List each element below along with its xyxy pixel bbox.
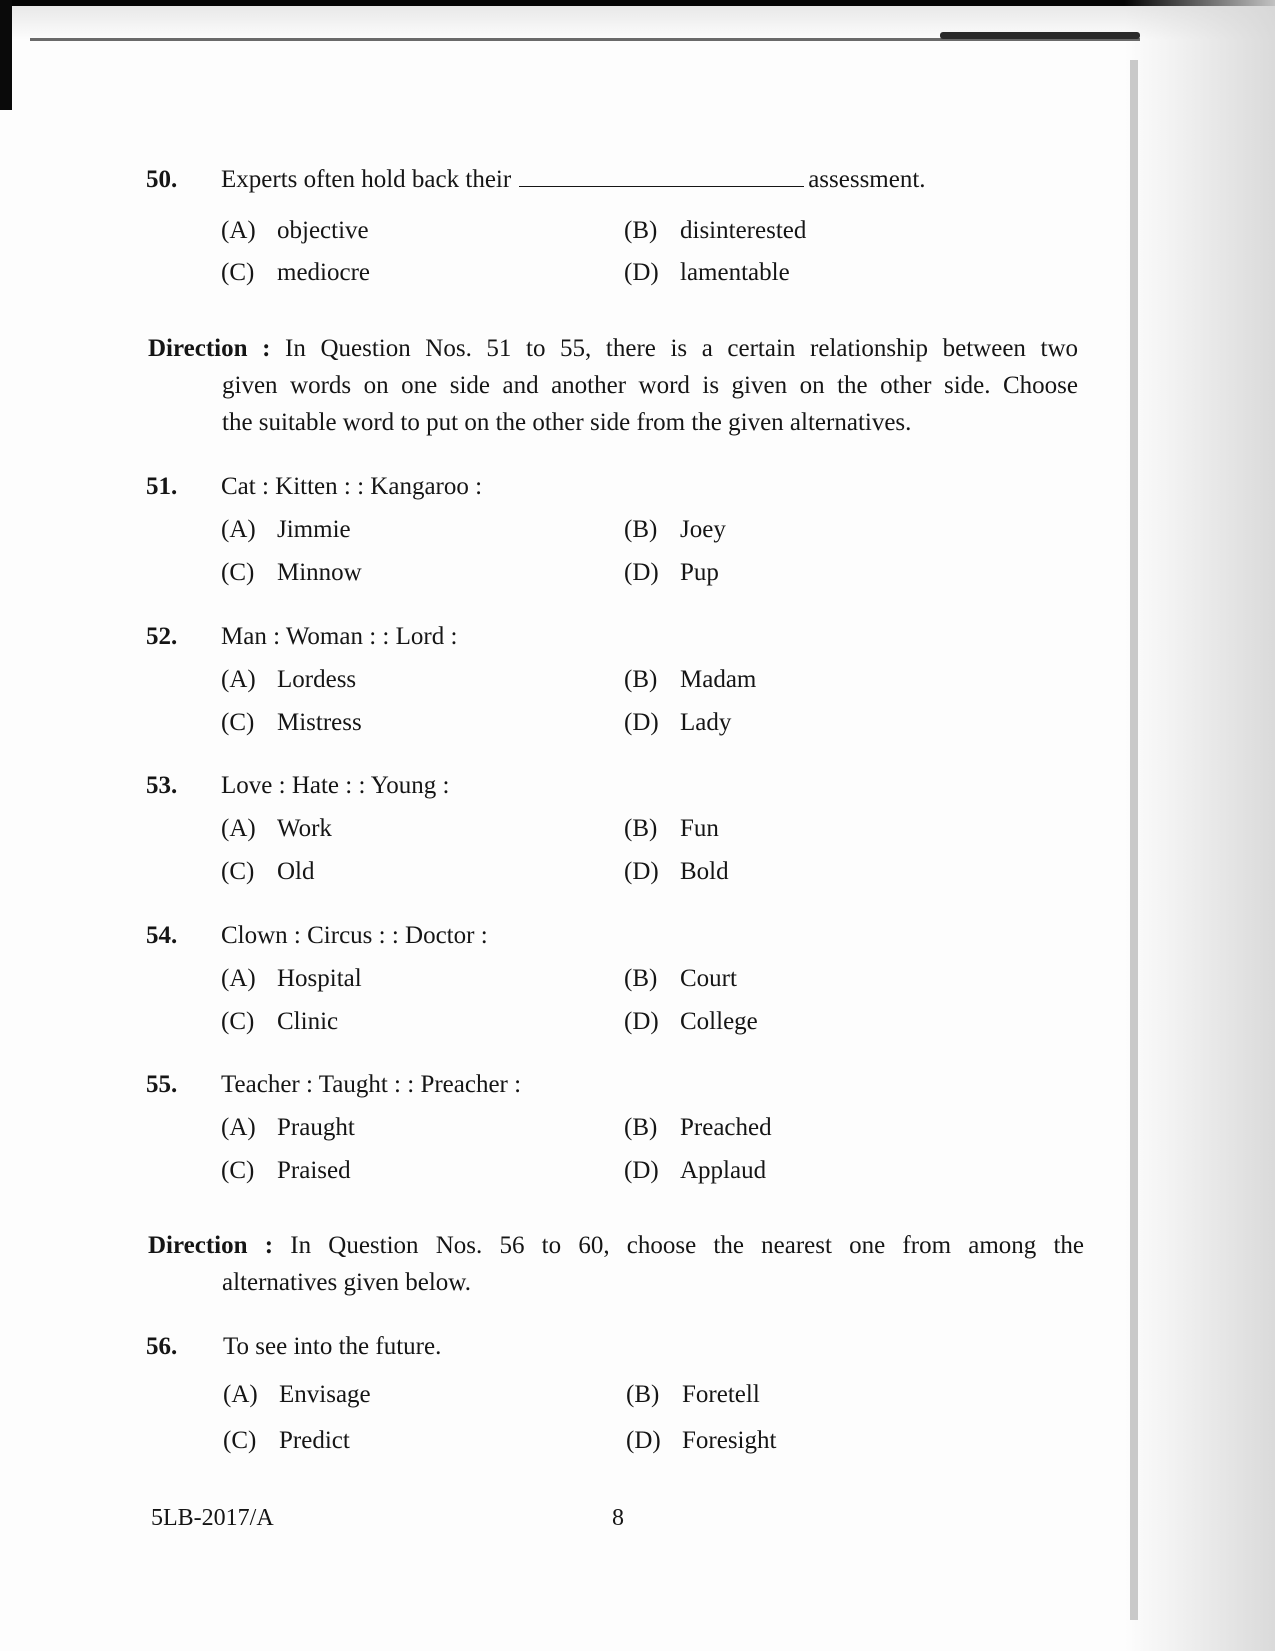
option-letter: (B) <box>624 217 658 244</box>
option-letter: (C) <box>221 559 255 586</box>
question-text: Man : Woman : : Lord : <box>221 623 458 650</box>
option-b <box>624 664 756 696</box>
option-text: Hospital <box>277 965 362 992</box>
option-text: disinterested <box>680 217 807 244</box>
option-b <box>626 1379 760 1411</box>
option-d <box>626 1425 776 1457</box>
question-number: 56. <box>146 1333 178 1360</box>
option-letter: (A) <box>221 965 256 992</box>
option-b <box>624 963 737 995</box>
fill-in-blank <box>519 166 804 187</box>
question-number: 54. <box>146 922 178 949</box>
option-text: Clinic <box>277 1008 339 1035</box>
option-text: Preached <box>680 1114 772 1141</box>
option-text: Pup <box>680 559 719 586</box>
question-text: Teacher : Taught : : Preacher : <box>221 1071 522 1098</box>
question-number: 52. <box>146 623 178 650</box>
option-text: mediocre <box>277 259 371 286</box>
option-c <box>221 856 315 888</box>
option-a <box>223 1379 371 1411</box>
option-letter: (C) <box>221 1008 255 1035</box>
option-text: Minnow <box>277 559 362 586</box>
direction-line <box>148 330 1078 367</box>
direction-line: alternatives given below. <box>222 1269 471 1296</box>
direction-line <box>148 1227 1084 1264</box>
option-text: Predict <box>279 1427 350 1454</box>
option-c <box>221 257 370 289</box>
option-a <box>221 813 332 845</box>
scan-right-shadow <box>1125 0 1275 1651</box>
paper-code: 5LB-2017/A <box>151 1505 274 1531</box>
option-letter: (B) <box>624 516 658 543</box>
option-letter: (B) <box>626 1381 660 1408</box>
question-number: 55. <box>146 1071 178 1098</box>
option-letter: (A) <box>221 217 256 244</box>
option-letter: (D) <box>624 259 659 286</box>
direction-label: Direction : <box>148 1232 274 1259</box>
option-letter: (A) <box>221 815 256 842</box>
option-b <box>624 514 726 546</box>
option-letter: (B) <box>624 1114 658 1141</box>
header-rule-mark <box>940 32 1140 39</box>
question-text: Love : Hate : : Young : <box>221 772 450 799</box>
option-text: Work <box>277 815 332 842</box>
direction-label: Direction : <box>148 335 271 362</box>
direction-block <box>148 330 1078 441</box>
option-letter: (B) <box>624 965 658 992</box>
option-text: Foresight <box>682 1427 777 1454</box>
question-number: 51. <box>146 473 178 500</box>
option-c <box>223 1425 350 1457</box>
option-a <box>221 963 362 995</box>
option-letter: (A) <box>221 516 256 543</box>
option-text: Lady <box>680 709 732 736</box>
option-text: Bold <box>680 858 729 885</box>
direction-text: In Question Nos. 56 to 60, choose the nearest one from among the <box>290 1232 1085 1259</box>
option-text: lamentable <box>680 259 790 286</box>
option-letter: (C) <box>221 709 255 736</box>
option-b <box>624 215 806 247</box>
question-text-end: assessment. <box>808 166 926 193</box>
option-b <box>624 813 719 845</box>
option-text: Envisage <box>279 1381 371 1408</box>
option-a <box>221 514 351 546</box>
option-d <box>624 1006 758 1038</box>
option-letter: (D) <box>624 709 659 736</box>
option-letter: (A) <box>223 1381 258 1408</box>
option-d <box>624 1155 766 1187</box>
option-text: Applaud <box>680 1157 767 1184</box>
option-a <box>221 1112 355 1144</box>
question-text <box>221 164 926 196</box>
scan-left-edge <box>0 0 12 110</box>
option-letter: (A) <box>221 666 256 693</box>
option-b <box>624 1112 772 1144</box>
direction-line: given words on one side and another word is given on the other side. Choose <box>222 372 1078 399</box>
scan-gutter-line <box>1130 60 1138 1620</box>
option-text: objective <box>277 217 369 244</box>
question-number: 50. <box>146 166 178 193</box>
direction-block <box>148 1227 1084 1301</box>
option-text: Old <box>277 858 315 885</box>
option-d <box>624 707 731 739</box>
option-text: Praised <box>277 1157 351 1184</box>
option-text: Mistress <box>277 709 362 736</box>
direction-text: In Question Nos. 51 to 55, there is a certain relationship between two <box>285 335 1078 362</box>
question-text: Clown : Circus : : Doctor : <box>221 922 488 949</box>
option-text: College <box>680 1008 758 1035</box>
option-text: Fun <box>680 815 719 842</box>
option-letter: (B) <box>624 815 658 842</box>
option-letter: (C) <box>221 858 255 885</box>
option-c <box>221 1006 338 1038</box>
option-d <box>624 856 729 888</box>
question-text-start: Experts often hold back their <box>221 166 512 193</box>
option-text: Joey <box>680 516 726 543</box>
question-number: 53. <box>146 772 178 799</box>
question-text: Cat : Kitten : : Kangaroo : <box>221 473 483 500</box>
option-c <box>221 1155 351 1187</box>
option-d <box>624 257 790 289</box>
option-letter: (D) <box>624 858 659 885</box>
option-a <box>221 215 369 247</box>
option-c <box>221 557 362 589</box>
option-letter: (C) <box>221 259 255 286</box>
option-text: Jimmie <box>277 516 351 543</box>
option-text: Foretell <box>682 1381 760 1408</box>
option-text: Lordess <box>277 666 357 693</box>
option-letter: (D) <box>624 559 659 586</box>
option-text: Madam <box>680 666 757 693</box>
option-letter: (D) <box>624 1157 659 1184</box>
option-letter: (D) <box>626 1427 661 1454</box>
option-a <box>221 664 356 696</box>
option-text: Praught <box>277 1114 355 1141</box>
option-d <box>624 557 719 589</box>
option-letter: (D) <box>624 1008 659 1035</box>
option-text: Court <box>680 965 737 992</box>
option-c <box>221 707 362 739</box>
question-text: To see into the future. <box>223 1333 442 1360</box>
option-letter: (A) <box>221 1114 256 1141</box>
page-number: 8 <box>612 1505 624 1531</box>
option-letter: (C) <box>221 1157 255 1184</box>
option-letter: (C) <box>223 1427 257 1454</box>
direction-line: the suitable word to put on the other side from the given alternatives. <box>222 409 912 436</box>
option-letter: (B) <box>624 666 658 693</box>
